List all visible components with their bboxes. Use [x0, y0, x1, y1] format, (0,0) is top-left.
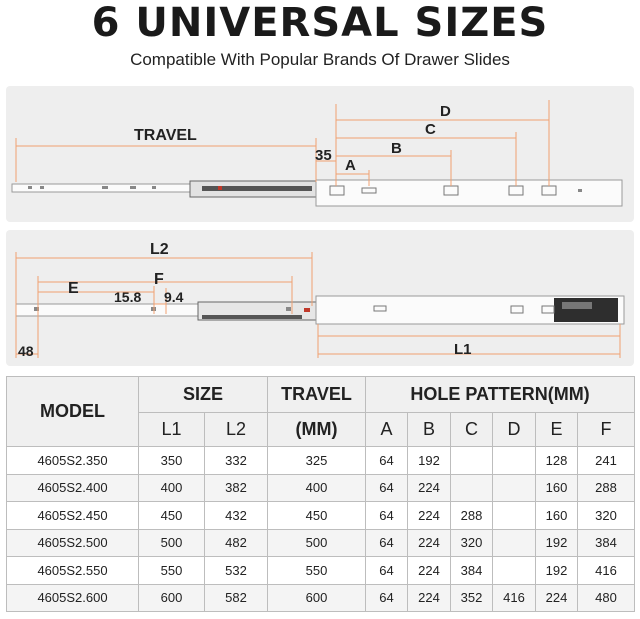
cell-e: 192 — [536, 557, 578, 585]
header-size: SIZE — [139, 377, 268, 413]
release-lever — [304, 308, 310, 312]
table-row — [7, 502, 635, 530]
cell-f: 288 — [578, 474, 635, 502]
cell-model: 4605S2.400 — [7, 474, 139, 502]
header-l1: L1 — [139, 413, 205, 447]
rail-hole — [102, 186, 108, 189]
cell-model: 4605S2.500 — [7, 529, 139, 557]
cell-l1: 500 — [139, 529, 205, 557]
cell-travel: 400 — [268, 474, 366, 502]
header-hole-pattern: HOLE PATTERN(MM) — [366, 377, 635, 413]
dim-l1-label: L1 — [454, 341, 472, 358]
table-row — [7, 557, 635, 585]
cell-e: 160 — [536, 502, 578, 530]
diagram-extended-slide — [6, 86, 634, 222]
dim-a-label: A — [345, 157, 356, 174]
cell-l2: 582 — [205, 584, 268, 612]
cell-a: 64 — [366, 474, 408, 502]
soft-close-part — [562, 302, 592, 309]
dimension-lines — [16, 100, 549, 186]
rail-hole — [286, 307, 291, 311]
cell-l1: 450 — [139, 502, 205, 530]
extended-slide-drawing — [6, 86, 634, 222]
cell-a: 64 — [366, 557, 408, 585]
cell-e: 192 — [536, 529, 578, 557]
cell-l2: 332 — [205, 447, 268, 475]
table-row — [7, 474, 635, 502]
cell-travel: 450 — [268, 502, 366, 530]
header-travel: TRAVEL — [268, 377, 366, 413]
dim-f-label: F — [154, 271, 164, 288]
rail-hole — [40, 186, 44, 189]
rail-hole — [130, 186, 136, 189]
table-row — [7, 529, 635, 557]
dim-e-label: E — [68, 280, 79, 297]
header-d: D — [493, 413, 536, 447]
cell-l1: 350 — [139, 447, 205, 475]
dim-9-4-label: 9.4 — [164, 289, 184, 305]
header-travel-unit: (MM) — [268, 413, 366, 447]
cell-f: 384 — [578, 529, 635, 557]
cell-l2: 432 — [205, 502, 268, 530]
cell-d — [493, 447, 536, 475]
dim-d-label: D — [440, 103, 451, 120]
cell-b: 192 — [408, 447, 451, 475]
header-f: F — [578, 413, 635, 447]
cell-model: 4605S2.450 — [7, 502, 139, 530]
cell-b: 224 — [408, 584, 451, 612]
cell-d: 416 — [493, 584, 536, 612]
release-lever — [218, 186, 222, 190]
rail-hole — [28, 186, 32, 189]
cell-f: 416 — [578, 557, 635, 585]
header-l2: L2 — [205, 413, 268, 447]
soft-close-mechanism — [554, 298, 618, 322]
cell-c: 384 — [451, 557, 493, 585]
header-b: B — [408, 413, 451, 447]
cell-c: 288 — [451, 502, 493, 530]
cell-e: 128 — [536, 447, 578, 475]
ball-bearing-track — [202, 315, 302, 319]
cell-l1: 550 — [139, 557, 205, 585]
cell-b: 224 — [408, 529, 451, 557]
cell-travel: 325 — [268, 447, 366, 475]
dim-b-label: B — [391, 140, 402, 157]
cell-d — [493, 474, 536, 502]
table-row — [7, 584, 635, 612]
cell-a: 64 — [366, 502, 408, 530]
cell-d — [493, 529, 536, 557]
cell-a: 64 — [366, 584, 408, 612]
cell-a: 64 — [366, 447, 408, 475]
dim-35-label: 35 — [315, 147, 332, 164]
header-e: E — [536, 413, 578, 447]
cell-f: 320 — [578, 502, 635, 530]
cell-d — [493, 502, 536, 530]
table-row — [7, 447, 635, 475]
cell-travel: 600 — [268, 584, 366, 612]
cell-c — [451, 447, 493, 475]
cell-f: 241 — [578, 447, 635, 475]
cell-model: 4605S2.350 — [7, 447, 139, 475]
cell-model: 4605S2.600 — [7, 584, 139, 612]
cell-a: 64 — [366, 529, 408, 557]
cell-l2: 482 — [205, 529, 268, 557]
page-title: 6 UNIVERSAL SIZES — [91, 0, 549, 46]
dim-c-label: C — [425, 121, 436, 138]
cell-model: 4605S2.550 — [7, 557, 139, 585]
cell-travel: 500 — [268, 529, 366, 557]
header-a: A — [366, 413, 408, 447]
header-model: MODEL — [7, 377, 139, 447]
cell-b: 224 — [408, 474, 451, 502]
cell-l2: 382 — [205, 474, 268, 502]
size-spec-table — [6, 376, 635, 612]
cell-b: 224 — [408, 557, 451, 585]
dim-l2-label: L2 — [150, 241, 169, 258]
cell-e: 224 — [536, 584, 578, 612]
cell-c: 352 — [451, 584, 493, 612]
dim-15-8-label: 15.8 — [114, 289, 142, 305]
cell-travel: 550 — [268, 557, 366, 585]
header-c: C — [451, 413, 493, 447]
cell-l1: 400 — [139, 474, 205, 502]
diagram-closed-slide — [6, 230, 634, 366]
cell-l2: 532 — [205, 557, 268, 585]
cell-c — [451, 474, 493, 502]
cell-d — [493, 557, 536, 585]
rail-hole — [152, 186, 156, 189]
cell-c: 320 — [451, 529, 493, 557]
cell-e: 160 — [536, 474, 578, 502]
rail-hole — [578, 189, 582, 192]
dim-48-label: 48 — [18, 343, 34, 359]
cell-b: 224 — [408, 502, 451, 530]
closed-slide-drawing — [6, 230, 634, 366]
cell-f: 480 — [578, 584, 635, 612]
travel-label: TRAVEL — [134, 127, 197, 144]
cell-l1: 600 — [139, 584, 205, 612]
page-subtitle: Compatible With Popular Brands Of Drawer Slides — [130, 50, 510, 69]
